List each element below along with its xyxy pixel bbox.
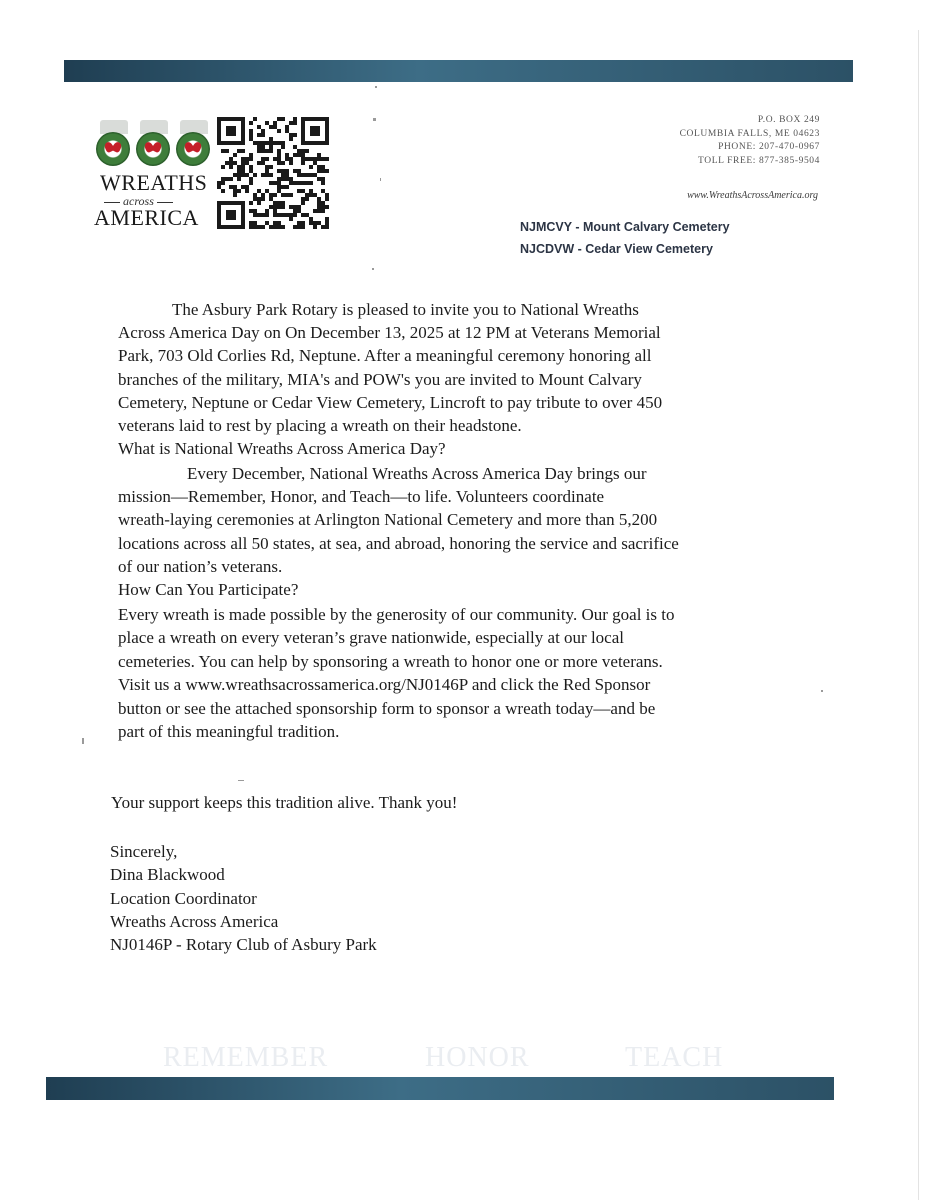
paragraph-3-line: cemeteries. You can help by sponsoring a wreath to honor one or more veterans.: [118, 652, 663, 671]
paragraph-2-line: of our nation’s veterans.: [118, 557, 283, 576]
scan-speck: [238, 780, 244, 781]
question-heading-2: How Can You Participate?: [118, 580, 299, 599]
signature-closing: Sincerely,: [110, 842, 178, 861]
paragraph-3-line: part of this meaningful tradition.: [118, 722, 340, 741]
paragraph-3-line: button or see the attached sponsorship form to sponsor a wreath today—and be: [118, 699, 656, 718]
paragraph-2-line: locations across all 50 states, at sea, and abroad, honoring the service and sacrifice: [118, 534, 679, 553]
footer-word-honor: HONOR: [425, 1042, 530, 1073]
signature-title: Location Coordinator: [110, 889, 257, 908]
cemetery-mount-calvary: NJMCVY - Mount Calvary Cemetery: [520, 220, 730, 234]
scan-speck: [372, 268, 374, 270]
wreath-icon: [136, 120, 172, 172]
logo-wordmark-top: WREATHS: [100, 170, 208, 195]
wreath-icon: [96, 120, 132, 172]
scan-speck: [375, 86, 377, 88]
question-heading-1: What is National Wreaths Across America Day?: [118, 439, 446, 458]
po-box: P.O. BOX 249: [757, 115, 820, 125]
thank-you-line: Your support keeps this tradition alive. Thank you!: [111, 793, 458, 812]
city-state-zip: COLUMBIA FALLS, ME 04623: [679, 128, 820, 139]
paragraph-1-line: branches of the military, MIA's and POW's you are invited to Mount Calvary: [118, 370, 642, 389]
scan-speck: [82, 738, 84, 744]
scan-speck: [373, 118, 376, 121]
top-header-band: [64, 60, 853, 82]
paragraph-1-line: Across America Day on On December 13, 2025 at 12 PM at Veterans Memorial: [118, 323, 661, 342]
footer-word-teach: TEACH: [625, 1042, 724, 1073]
logo-wordmark-bottom: AMERICA: [94, 205, 199, 230]
wreaths-across-america-logo: [94, 112, 218, 230]
scan-edge-line: [918, 30, 919, 1200]
toll-free-number: TOLL FREE: 877-385-9504: [698, 155, 820, 166]
wreath-icon: [176, 120, 212, 172]
website-link[interactable]: www.WreathsAcrossAmerica.org: [687, 190, 818, 201]
paragraph-3-line: place a wreath on every veteran’s grave nationwide, especially at our local: [118, 628, 624, 647]
paragraph-3-line: Every wreath is made possible by the generosity of our community. Our goal is to: [118, 605, 675, 624]
bottom-footer-band: [46, 1077, 834, 1100]
logo-wordmark-middle: across: [104, 194, 173, 209]
phone-number: PHONE: 207-470-0967: [718, 142, 820, 152]
paragraph-2-line: Every December, National Wreaths Across America Day brings our: [187, 464, 647, 483]
wreath-row: [96, 120, 214, 172]
qr-code-icon: [217, 117, 329, 229]
paragraph-1-line: The Asbury Park Rotary is pleased to invite you to National Wreaths: [172, 300, 639, 319]
signature-location: NJ0146P - Rotary Club of Asbury Park: [110, 935, 377, 954]
scan-speck: [821, 690, 823, 692]
paragraph-1-line: Cemetery, Neptune or Cedar View Cemetery, Lincroft to pay tribute to over 450: [118, 393, 663, 412]
scan-speck: [380, 178, 381, 181]
paragraph-2-line: mission—Remember, Honor, and Teach—to life. Volunteers coordinate: [118, 487, 605, 506]
paragraph-3-line: Visit us a www.wreathsacrossamerica.org/NJ0146P and click the Red Sponsor: [118, 675, 651, 694]
footer-word-remember: REMEMBER: [163, 1042, 329, 1073]
signature-organization: Wreaths Across America: [110, 912, 279, 931]
mailing-address: [680, 114, 820, 168]
paragraph-1-line: veterans laid to rest by placing a wreath on their headstone.: [118, 416, 522, 435]
cemetery-cedar-view: NJCDVW - Cedar View Cemetery: [520, 242, 713, 256]
paragraph-2-line: wreath-laying ceremonies at Arlington National Cemetery and more than 5,200: [118, 510, 658, 529]
signature-name: Dina Blackwood: [110, 865, 225, 884]
paragraph-1-line: Park, 703 Old Corlies Rd, Neptune. After a meaningful ceremony honoring all: [118, 346, 652, 365]
